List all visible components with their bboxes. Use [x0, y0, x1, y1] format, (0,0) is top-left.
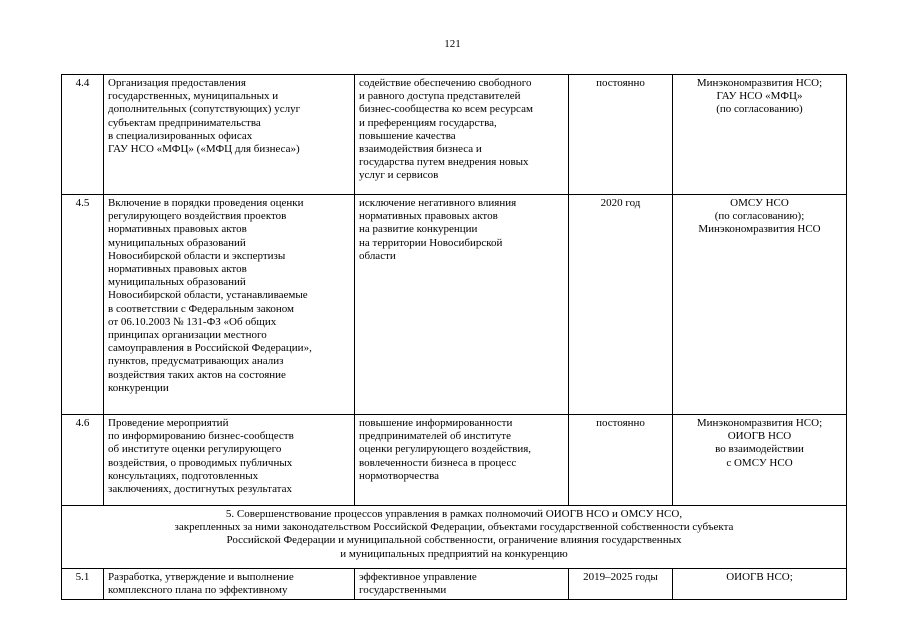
responsible: Минэкономразвития НСО; ГАУ НСО «МФЦ» (по согласованию): [673, 75, 847, 195]
deadline: 2020 год: [569, 195, 673, 415]
measure-description: Организация предоставления государственных, муниципальных и дополнительных (сопутствующих) услуг субъектам предпринимательства в специализированных офисах ГАУ НСО «МФЦ» («МФЦ для бизнеса»): [104, 75, 355, 195]
measure-description: Включение в порядки проведения оценки регулирующего воздействия проектов нормативных правовых актов муниципальных образований Новосибирской области и экспертизы нормативных правовых актов муниципальных образований Новосибирской области, устанавливаемые в соответствии с Федеральным законом от 06.10.2003 № 131-ФЗ «Об общих принципах организации местного самоуправления в Российской Федерации», пунктов, предусматривающих анализ воздействия таких актов на состояние конкуренции: [104, 195, 355, 415]
table-row: [62, 75, 847, 195]
expected-result: содействие обеспечению свободного и равного доступа представителей бизнес-сообщества ко всем ресурсам и преференциям государства, повышение качества взаимодействия бизнеса и государства путем внедрения новых услуг и сервисов: [355, 75, 569, 195]
responsible: ОМСУ НСО (по согласованию); Минэкономразвития НСО: [673, 195, 847, 415]
deadline: постоянно: [569, 75, 673, 195]
table-row: [62, 569, 847, 600]
deadline: постоянно: [569, 415, 673, 506]
responsible: Минэкономразвития НСО; ОИОГВ НСО во взаимодействии с ОМСУ НСО: [673, 415, 847, 506]
row-number: 4.6: [62, 415, 104, 506]
row-number: 4.4: [62, 75, 104, 195]
measures-table: [61, 74, 847, 600]
responsible: ОИОГВ НСО;: [673, 569, 847, 600]
table-row: [62, 415, 847, 506]
measure-description: Разработка, утверждение и выполнение комплексного плана по эффективному: [104, 569, 355, 600]
deadline: 2019–2025 годы: [569, 569, 673, 600]
section-header-row: [62, 506, 847, 569]
row-number: 4.5: [62, 195, 104, 415]
expected-result: повышение информированности предпринимателей об институте оценки регулирующего воздействия, вовлеченности бизнеса в процесс нормотворчества: [355, 415, 569, 506]
page-number: 121: [444, 38, 461, 50]
expected-result: эффективное управление государственными: [355, 569, 569, 600]
table-row: [62, 195, 847, 415]
measure-description: Проведение мероприятий по информированию бизнес-сообществ об институте оценки регулирующего воздействия, о проводимых публичных консультациях, подготовленных заключениях, достигнутых результатах: [104, 415, 355, 506]
row-number: 5.1: [62, 569, 104, 600]
expected-result: исключение негативного влияния нормативных правовых актов на развитие конкуренции на территории Новосибирской области: [355, 195, 569, 415]
section-title: 5. Совершенствование процессов управления в рамках полномочий ОИОГВ НСО и ОМСУ НСО, закрепленных за ними законодательством Российской Федерации, объектами государственной собственности субъекта Российской Федерации и муниципальной собственности, ограничение влияния государственных и муниципальных предприятий на конкуренцию: [62, 506, 847, 569]
